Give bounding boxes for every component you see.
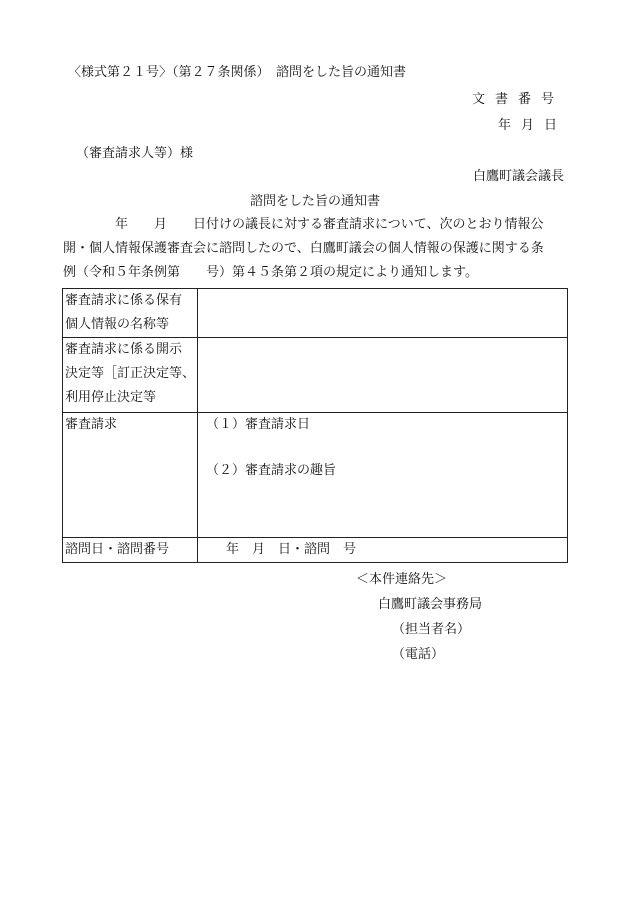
body-paragraph bbox=[63, 213, 568, 285]
date-label: 年月日 bbox=[498, 118, 568, 133]
table-row bbox=[63, 338, 568, 413]
label-line: 決定等［訂正決定等、 bbox=[65, 366, 196, 381]
body-line-1: 年 月 日付けの議長に対する審査請求について、次のとおり情報公 bbox=[63, 217, 544, 232]
table-row bbox=[63, 289, 568, 338]
body-line-3: 例（令和５年条例第 号）第４５条第２項の規定により通知します。 bbox=[63, 265, 478, 280]
form-table bbox=[62, 288, 568, 563]
label-line: 審査請求に係る保有 bbox=[65, 293, 183, 308]
review-request-purpose: （２）審査請求の趣旨 bbox=[206, 463, 337, 478]
document-heading: 諮問をした旨の通知書 bbox=[250, 194, 381, 209]
contact-person: （担当者名） bbox=[392, 622, 471, 637]
row-label-personal-info bbox=[63, 289, 198, 338]
label-line: 審査請求に係る開示 bbox=[65, 342, 183, 357]
label-line: 個人情報の名称等 bbox=[65, 317, 170, 332]
review-request-date: （１）審査請求日 bbox=[206, 417, 311, 432]
row-label-disclosure-decision bbox=[63, 338, 198, 413]
spacer bbox=[200, 437, 565, 459]
value-cell-disclosure-decision[interactable] bbox=[198, 338, 568, 413]
addressee: （審査請求人等）様 bbox=[76, 146, 194, 161]
contact-title: ＜本件連絡先＞ bbox=[356, 572, 448, 587]
table-row bbox=[63, 538, 568, 563]
value-cell-inquiry[interactable]: 年 月 日・諮問 号 bbox=[198, 538, 568, 563]
row-label-inquiry: 諮問日・諮問番号 bbox=[63, 538, 198, 563]
document-number-label: 文書番号 bbox=[472, 92, 565, 107]
form-title: 〈様式第２１号〉（第２７条関係） 諮問をした旨の通知書 bbox=[68, 65, 407, 80]
body-line-2: 開・個人情報保護審査会に諮問したので、白鷹町議会の個人情報の保護に関する条 bbox=[63, 241, 544, 256]
row-label-review-request: 審査請求 bbox=[63, 413, 198, 538]
contact-phone: （電話） bbox=[392, 647, 445, 662]
table-row bbox=[63, 413, 568, 538]
value-cell-personal-info[interactable] bbox=[198, 289, 568, 338]
sender: 白鷹町議会議長 bbox=[473, 169, 565, 184]
value-cell-review-request[interactable] bbox=[198, 413, 568, 538]
contact-office: 白鷹町議会事務局 bbox=[378, 597, 483, 612]
label-line: 利用停止決定等 bbox=[65, 390, 157, 405]
